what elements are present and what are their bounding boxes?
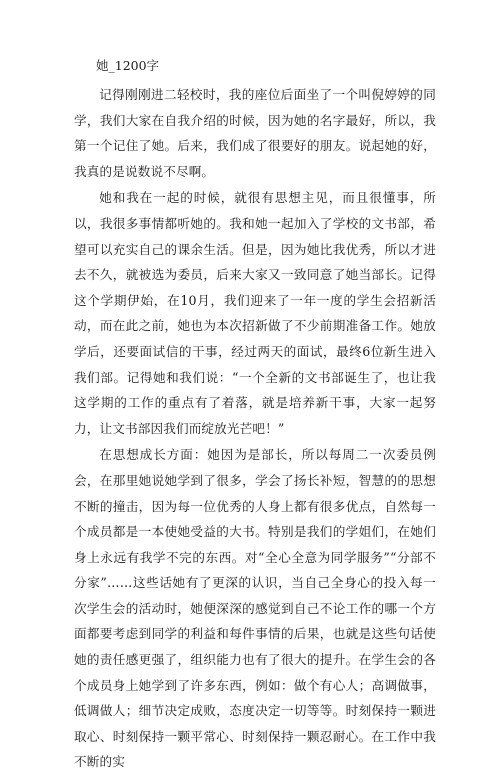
paragraph-2: 她和我在一起的时候，就很有思想主见，而且很懂事，所以，我很多事情都听她的。我和她一起加入了学校的文书部，希望可以充实自己的课余生活。但是，因为她比我优秀，所以才进去不久，就被选为委员，后来大家又一致同意了她当部长。记得这个学期伊始，在10月，我们迎来了一年一度的学生会招新活动，而在此之前，她也为本次招新做了不少前期准备工作。她放学后，还要面试信的干事，经过两天的面试，最终6位新生进入我们部。记得她和我们说：“一个全新的文书部诞生了，也让我这学期的工作的重点有了着落，就是培养新干事，大家一起努力，让文书部因我们而绽放光芒吧！” <box>74 190 436 436</box>
document-body <box>74 82 436 776</box>
document-title: 她_1200字 <box>96 58 160 73</box>
paragraph-3: 在思想成长方面：她因为是部长，所以每周二一次委员例会，在那里她说她学到了很多，学会了扬长补短，智慧的的思想不断的撞击，因为每一位优秀的人身上都有很多优点，自然每一个成员都是一本使她受益的大书。特别是我们的学姐们，在她们身上永远有我学不完的东西。对“全心全意为同学服务”“分部不分家”……这些话她有了更深的认识，当自己全身心的投入每一次学生会的活动时，她便深深的感觉到自己不论工作的哪一个方面都要考虑到同学的利益和每件事情的后果，也就是这些句话使她的责任感更强了，组织能力也有了很大的提升。在学生会的各个成员身上她学到了许多东西，例如：做个有心人；高调做事，低调做人；细节决定成败，态度决定一切等等。时刻保持一颗进取心、时刻保持一颗平常心、时刻保持一颗忍耐心。在工作中我不断的实 <box>74 447 436 770</box>
paragraph-1: 记得刚刚进二轻校时，我的座位后面坐了一个叫倪婷婷的同学，我们大家在自我介绍的时候，因为她的名字最好，所以，我第一个记住了她。后来，我们成了很要好的朋友。说起她的好，我真的是说数说不尽啊。 <box>74 87 436 179</box>
